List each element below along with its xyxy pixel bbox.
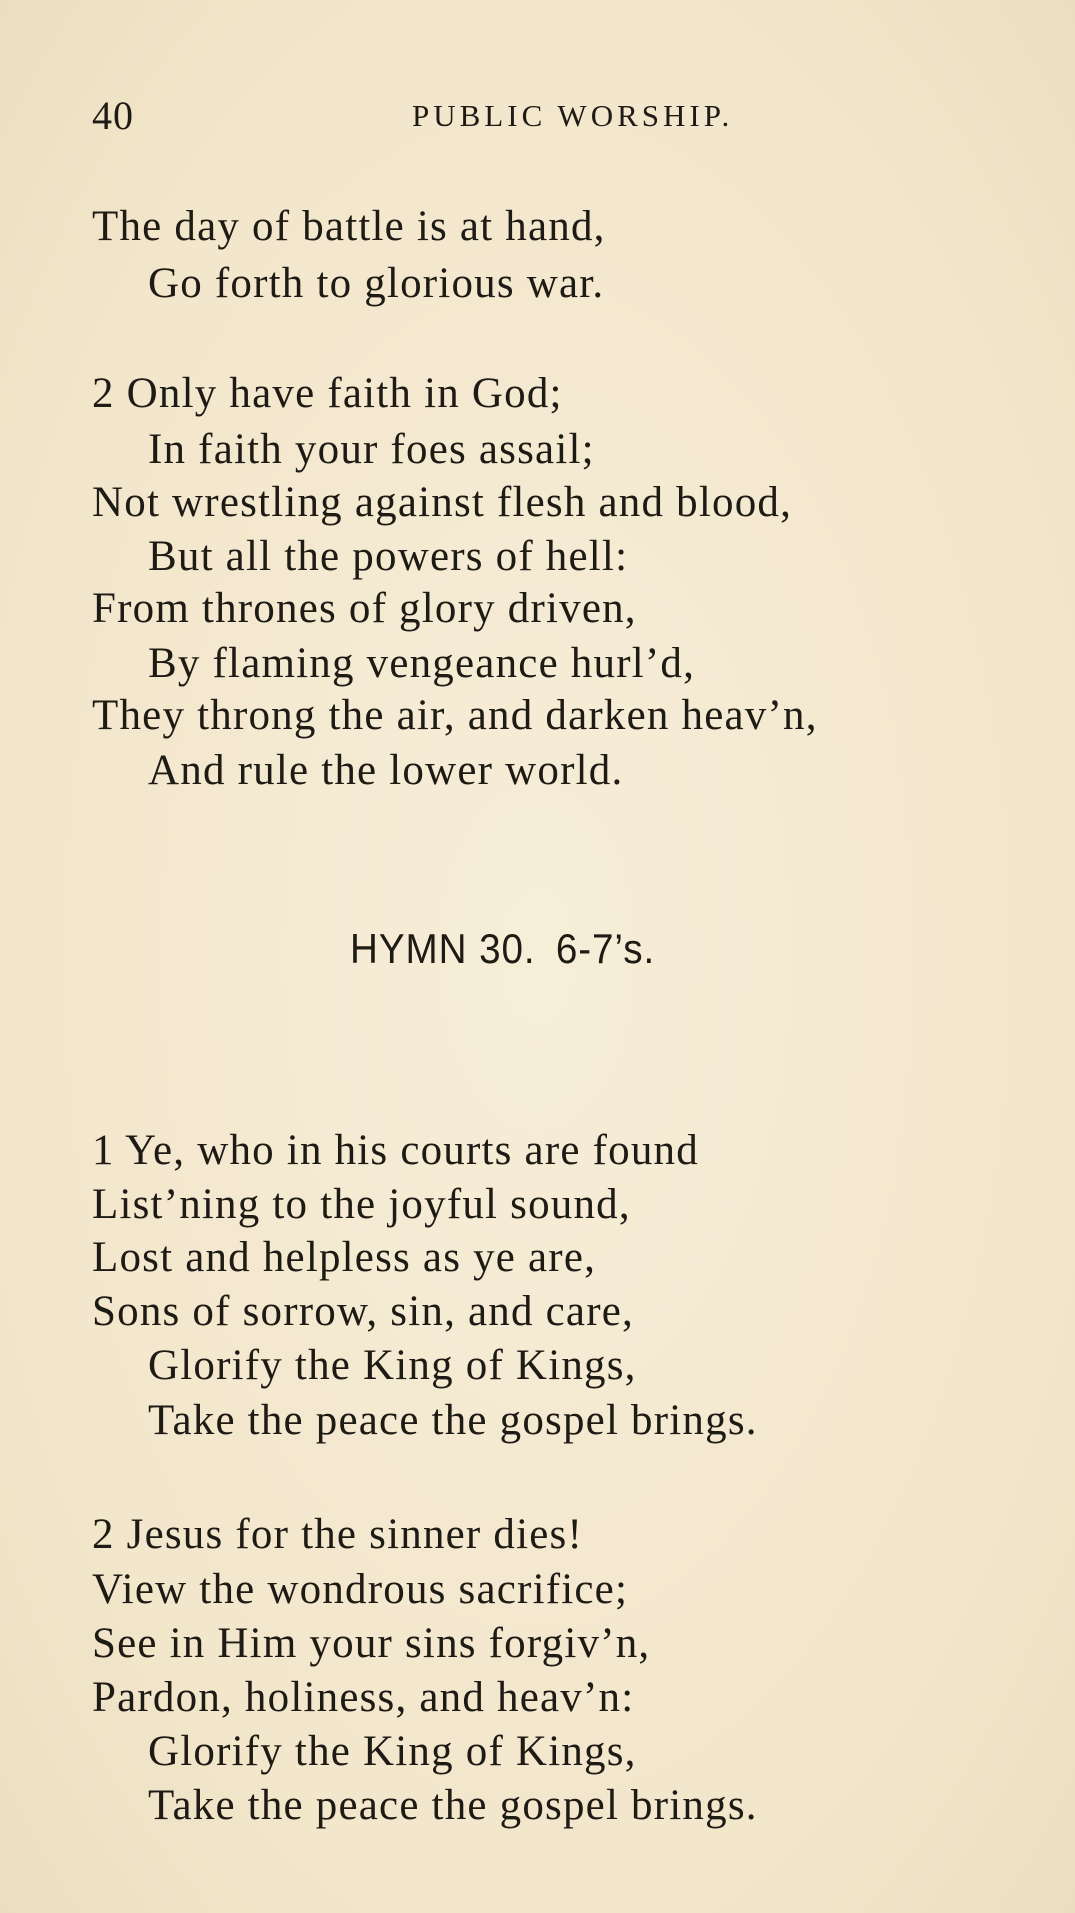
verse-line: But all the powers of hell: [148, 533, 629, 580]
verse-line: Take the peace the gospel brings. [148, 1782, 758, 1829]
running-head: PUBLIC WORSHIP. [412, 98, 734, 133]
verse-line: Glorify the King of Kings, [148, 1342, 637, 1389]
verse-line: 2 Only have faith in God; [92, 370, 563, 417]
verse-line: List’ning to the joyful sound, [92, 1181, 631, 1228]
hymn-title [350, 925, 655, 973]
verse-line: From thrones of glory driven, [92, 585, 637, 632]
hymn-meter: 6-7’s. [555, 925, 656, 972]
page-header [92, 92, 992, 142]
verse-line: Not wrestling against flesh and blood, [92, 479, 793, 526]
verse-line: Take the peace the gospel brings. [148, 1397, 758, 1444]
verse-line: In faith your foes assail; [148, 426, 595, 473]
verse-line: View the wondrous sacrifice; [92, 1566, 629, 1613]
verse-line: They throng the air, and darken heav’n, [92, 692, 818, 739]
verse-line: Pardon, holiness, and heav’n: [92, 1674, 635, 1721]
verse-line: Glorify the King of Kings, [148, 1728, 637, 1775]
verse-line: 2 Jesus for the sinner dies! [92, 1511, 583, 1558]
verse-line: The day of battle is at hand, [92, 203, 606, 250]
verse-line: By flaming vengeance hurl’d, [148, 640, 696, 687]
hymn-number: HYMN 30. [350, 925, 536, 972]
verse-line: 1 Ye, who in his courts are found [92, 1127, 699, 1174]
verse-line: Go forth to glorious war. [148, 260, 605, 307]
verse-line: Lost and helpless as ye are, [92, 1234, 597, 1281]
verse-line: Sons of sorrow, sin, and care, [92, 1288, 634, 1335]
verse-line: See in Him your sins forgiv’n, [92, 1620, 651, 1667]
page-number: 40 [92, 93, 134, 138]
verse-line: And rule the lower world. [148, 747, 624, 794]
